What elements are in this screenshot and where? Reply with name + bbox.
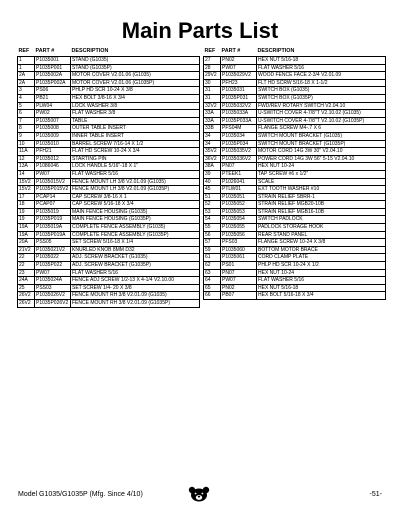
table-row [18, 193, 200, 201]
part-number-cell: PS06 [35, 87, 71, 95]
table-row [204, 155, 386, 163]
ref-cell: 13A [18, 163, 35, 171]
table-row [18, 132, 200, 140]
table-row [18, 110, 200, 118]
table-row [18, 163, 200, 171]
ref-cell: 54 [204, 216, 221, 224]
part-number-cell: PSS03 [35, 284, 71, 292]
table-row [204, 224, 386, 232]
table-row [18, 79, 200, 87]
description-cell: STRAIN RELIEF SBRR-1 [257, 193, 386, 201]
ref-cell: 36V2 [204, 155, 221, 163]
part-number-cell: P1035053 [221, 208, 257, 216]
ref-cell: 62 [204, 262, 221, 270]
description-cell: FLAT WASHER 5/16 [71, 269, 200, 277]
table-row [204, 125, 386, 133]
table-row [18, 284, 200, 292]
description-cell: INNER TABLE INSERT [71, 132, 200, 140]
table-row [204, 208, 386, 216]
description-header: DESCRIPTION [257, 47, 386, 57]
description-cell: SET SCREW 1/4- 20 X 3/8 [71, 284, 200, 292]
part-number-cell: P1035007 [35, 117, 71, 125]
ref-cell: 19 [18, 216, 35, 224]
part-number-cell: PW07 [221, 277, 257, 285]
description-cell: FLANGE SCREW 10-24 X 3/8 [257, 239, 386, 247]
table-row [18, 239, 200, 247]
ref-cell: 7 [18, 117, 35, 125]
ref-cell: 10 [18, 140, 35, 148]
table-row [18, 269, 200, 277]
ref-cell: 61 [204, 254, 221, 262]
description-cell: FLAT WASHER 5/16 [71, 170, 200, 178]
table-row [18, 125, 200, 133]
ref-cell: 12 [18, 155, 35, 163]
description-cell: MOTOR CORD 14G 3W 30" V2.04.10 [257, 148, 386, 156]
description-cell: MOTOR COVER V2.01.06 (G1035P) [71, 79, 200, 87]
ref-cell: 63 [204, 269, 221, 277]
description-cell: FENCE MOUNT LH 3/8 V2.01.09 (G1035) [71, 178, 200, 186]
table-row [204, 148, 386, 156]
description-cell: SWITCH MOUNT BRACKET (G1035P) [257, 140, 386, 148]
ref-cell: 45 [204, 186, 221, 194]
description-cell: STRAIN RELIEF MGB20-10B [257, 201, 386, 209]
part-header: PART # [35, 47, 71, 57]
description-cell: HEX BOLT 5/16-18 X 3/4 [257, 292, 386, 300]
table-row [18, 201, 200, 209]
table-row [204, 254, 386, 262]
ref-cell: 28 [204, 64, 221, 72]
part-number-cell: P1035054 [221, 216, 257, 224]
table-row [204, 79, 386, 87]
description-cell: FLT HD SCRW 5/16-18 X 1-1/2 [257, 79, 386, 87]
ref-cell: 39 [204, 170, 221, 178]
description-cell: STRAIN RELIEF MGB16-10B [257, 208, 386, 216]
table-row [18, 224, 200, 232]
parts-table-right-body [204, 57, 386, 300]
description-cell: HEX NUT 5/16-18 [257, 284, 386, 292]
description-cell: EXT TOOTH WASHER #10 [257, 186, 386, 194]
ref-cell: 31 [204, 87, 221, 95]
description-cell: OUTER TABLE INSERT [71, 125, 200, 133]
table-row [204, 193, 386, 201]
part-number-cell: P1035P019A [35, 231, 71, 239]
part-number-cell: P1035015V2 [35, 178, 71, 186]
part-number-cell: PCAP07 [35, 201, 71, 209]
ref-cell: 26V2 [18, 300, 35, 308]
description-cell: SWITCH BOX (G1035) [257, 87, 386, 95]
part-number-cell: PW02 [35, 110, 71, 118]
description-cell: STAND (G1035P) [71, 64, 200, 72]
ref-cell: 18 [18, 201, 35, 209]
ref-cell: 14 [18, 170, 35, 178]
part-number-cell: PFH23 [221, 79, 257, 87]
table-row [204, 292, 386, 300]
ref-cell: 8 [18, 125, 35, 133]
part-number-cell: P1035052 [221, 201, 257, 209]
description-cell: ADJ. SCREW BRACKET (G1035) [71, 254, 200, 262]
description-cell: SET SCREW 5/16-18 X 1/4 [71, 239, 200, 247]
part-number-cell: P1035035V2 [221, 148, 257, 156]
ref-cell: 23 [18, 269, 35, 277]
part-number-cell: P1035008 [35, 125, 71, 133]
part-number-cell: P1035036V2 [221, 155, 257, 163]
description-cell: TABLE [71, 117, 200, 125]
ref-cell: 22 [18, 262, 35, 270]
part-number-cell: PN07 [221, 269, 257, 277]
ref-cell: 19 [18, 208, 35, 216]
part-number-cell: P1035051 [221, 193, 257, 201]
description-cell: POWER CORD 14G 3W 56" 5-15 V2.04.10 [257, 155, 386, 163]
ref-cell: 17 [18, 193, 35, 201]
part-number-cell: P1035031 [221, 87, 257, 95]
table-row [18, 208, 200, 216]
table-row [18, 246, 200, 254]
description-cell: MOTOR COVER V2.01.06 (G1035) [71, 72, 200, 80]
ref-cell: 15V2 [18, 178, 35, 186]
part-number-cell: P1035029V2 [221, 72, 257, 80]
description-cell: MAIN FENCE HOUSING (G1035P) [71, 216, 200, 224]
part-number-cell: P1035055 [221, 224, 257, 232]
table-row [18, 102, 200, 110]
description-cell: HEX NUT 5/16-18 [257, 57, 386, 65]
ref-cell: 27 [204, 57, 221, 65]
part-number-cell: P1035P015V2 [35, 186, 71, 194]
table-row [204, 72, 386, 80]
ref-cell: 64 [204, 277, 221, 285]
part-number-cell: PB21 [35, 94, 71, 102]
part-number-cell: P1035P001 [35, 64, 71, 72]
description-cell: SWITCH BOX (G1035P) [257, 94, 386, 102]
description-cell: LOCK WASHER 3/8 [71, 102, 200, 110]
table-row [204, 132, 386, 140]
part-number-cell: PTEEK1 [221, 170, 257, 178]
description-cell: U-SWITCH COVER 4-7/8"T V2.10.02 (G1035) [257, 110, 386, 118]
part-number-cell: P1035060 [221, 246, 257, 254]
ref-cell: 1 [18, 57, 35, 65]
ref-header: REF [204, 47, 221, 57]
description-cell: FWD/REV ROTARY SWITCH V2.04.10 [257, 102, 386, 110]
table-row [18, 277, 200, 285]
table-row [18, 57, 200, 65]
description-cell: REAR STAND PANEL [257, 231, 386, 239]
table-row [18, 216, 200, 224]
description-cell: PHLP HD SCR 10-24 X 3/8 [71, 87, 200, 95]
table-row [18, 178, 200, 186]
description-cell: PHLP HD SCR 10-24 X 1/2 [257, 262, 386, 270]
ref-cell: 53 [204, 208, 221, 216]
table-row [204, 140, 386, 148]
ref-cell: 4 [18, 94, 35, 102]
table-row [18, 170, 200, 178]
part-number-cell: PSS05 [35, 239, 71, 247]
description-cell: CAP SCREW 3/8-16 X 1 [71, 193, 200, 201]
description-cell: STAND (G1035) [71, 57, 200, 65]
part-number-cell: P1035026V2 [35, 292, 71, 300]
ref-cell: 25 [18, 284, 35, 292]
table-row [204, 87, 386, 95]
part-number-cell: P1035009 [35, 132, 71, 140]
ref-cell: 24A [18, 277, 35, 285]
part-number-cell: PFS04M [221, 125, 257, 133]
part-number-cell: P1026041 [221, 178, 257, 186]
table-row [18, 254, 200, 262]
part-number-cell: P1035022 [35, 254, 71, 262]
ref-cell: 31 [204, 94, 221, 102]
description-cell: STARTING PIN [71, 155, 200, 163]
part-number-cell: P1035021V2 [35, 246, 71, 254]
description-cell: BOTTOM MOTOR BRACE [257, 246, 386, 254]
description-cell: U-SWITCH COVER 4-7/8"T V2.10.02 (G1035P) [257, 117, 386, 125]
table-row [204, 277, 386, 285]
ref-cell: 55 [204, 224, 221, 232]
table-row [204, 94, 386, 102]
table-row [204, 231, 386, 239]
part-number-cell: P1035002A [35, 72, 71, 80]
part-header: PART # [221, 47, 257, 57]
page-title: Main Parts List [121, 18, 279, 43]
ref-cell: 40 [204, 178, 221, 186]
part-number-cell: PW07 [35, 269, 71, 277]
ref-cell: 30 [204, 79, 221, 87]
parts-table-left-body [18, 57, 200, 308]
part-number-cell: P1035P033A [221, 117, 257, 125]
description-cell: WOOD FENCE FACE 2-3/4 V2.01.09 [257, 72, 386, 80]
part-number-cell: P1035P019 [35, 216, 71, 224]
description-cell: COMPLETE FENCE ASSEMBLY (G1035) [71, 224, 200, 232]
part-number-cell: PN02 [221, 284, 257, 292]
part-number-cell: P1086046 [35, 163, 71, 171]
ref-cell: 33A [204, 110, 221, 118]
description-cell: MAIN FENCE HOUSING (G1035) [71, 208, 200, 216]
part-number-cell: P1035P022 [35, 262, 71, 270]
part-number-cell: P1035056 [221, 231, 257, 239]
description-cell: HEX NUT 10-24 [257, 163, 386, 171]
part-number-cell: PB07 [221, 292, 257, 300]
part-number-cell: PN07 [221, 163, 257, 171]
description-cell: FLANGE SCREW M4-.7 X 6 [257, 125, 386, 133]
ref-cell: 2A [18, 72, 35, 80]
table-row [204, 262, 386, 270]
description-cell: SCALE [257, 178, 386, 186]
part-number-cell: P1035010 [35, 140, 71, 148]
parts-table-left [17, 47, 200, 308]
description-cell: ADJ. SCREW BRACKET (G1035P) [71, 262, 200, 270]
ref-cell: 34 [204, 132, 221, 140]
table-row [18, 292, 200, 300]
ref-cell: 35V2 [204, 148, 221, 156]
part-number-cell: PW07 [35, 170, 71, 178]
bear-head-logo-icon [188, 486, 210, 502]
ref-cell: 19A [18, 224, 35, 232]
table-row [204, 178, 386, 186]
table-row [204, 110, 386, 118]
part-number-cell: PW07 [221, 64, 257, 72]
description-cell: COMPLETE FENCE ASSEMBLY (G1035P) [71, 231, 200, 239]
table-row [204, 284, 386, 292]
table-row [18, 94, 200, 102]
description-cell: CAP SCREW 5/16-18 X 3/4 [71, 201, 200, 209]
table-row [204, 239, 386, 247]
ref-cell: 11A [18, 148, 35, 156]
part-number-cell: PS01 [221, 262, 257, 270]
table-row [18, 140, 200, 148]
description-cell: KNURLED KNOB 8MM D32 [71, 246, 200, 254]
table-row [204, 216, 386, 224]
table-row [18, 231, 200, 239]
ref-cell: 57 [204, 239, 221, 247]
table-header-row [204, 47, 386, 57]
ref-cell: 33B [204, 125, 221, 133]
ref-cell: 20A [18, 239, 35, 247]
table-row [204, 186, 386, 194]
part-number-cell: P1035024A [35, 277, 71, 285]
part-number-cell: P1035001 [35, 57, 71, 65]
table-row [204, 269, 386, 277]
description-cell: HEX BOLT 3/8-16 X 3/4 [71, 94, 200, 102]
description-cell: FENCE MOUNT RH 3/8 V2.01.09 (G1035P) [71, 300, 200, 308]
part-number-cell: P1035P034 [221, 140, 257, 148]
ref-cell: 66 [204, 292, 221, 300]
ref-cell: 15V2 [18, 186, 35, 194]
page-number: -51- [369, 491, 382, 498]
description-cell: FENCE MOUNT LH 3/8 V2.01.09 (G1035P) [71, 186, 200, 194]
ref-cell: 34 [204, 140, 221, 148]
table-row [204, 102, 386, 110]
ref-cell: 19A [18, 231, 35, 239]
description-cell: HEX NUT 10-24 [257, 269, 386, 277]
table-row [18, 117, 200, 125]
description-cell: FLAT WASHER 5/16 [257, 277, 386, 285]
table-row [204, 163, 386, 171]
description-cell: FENCE MOUNT RH 3/8 V2.01.09 (G1035) [71, 292, 200, 300]
description-cell: FLAT WASHER 3/8 [71, 110, 200, 118]
part-number-cell: P1035P031 [221, 94, 257, 102]
description-cell: FLAT WASHER 5/16 [257, 64, 386, 72]
table-row [18, 72, 200, 80]
ref-cell: 21V2 [18, 246, 35, 254]
table-row [18, 262, 200, 270]
part-number-cell: P1035033A [221, 110, 257, 118]
description-cell: TAP SCREW #6 x 1/2" [257, 170, 386, 178]
part-number-cell: P1035061 [221, 254, 257, 262]
part-number-cell: P1035034 [221, 132, 257, 140]
table-row [18, 148, 200, 156]
ref-cell: 1 [18, 64, 35, 72]
table-row [204, 64, 386, 72]
ref-header: REF [18, 47, 35, 57]
part-number-cell: PFH21 [35, 148, 71, 156]
table-row [204, 57, 386, 65]
part-number-cell: P1035032V2 [221, 102, 257, 110]
table-header-row [18, 47, 200, 57]
table-row [204, 117, 386, 125]
ref-cell: 9 [18, 132, 35, 140]
description-cell: PADLOCK STORAGE HOOK [257, 224, 386, 232]
ref-cell: 59 [204, 246, 221, 254]
ref-cell: 26V2 [18, 292, 35, 300]
ref-cell: 6 [18, 110, 35, 118]
description-header: DESCRIPTION [71, 47, 200, 57]
description-cell: SWITCH MOUNT BRACKET (G1035) [257, 132, 386, 140]
table-row [204, 170, 386, 178]
description-cell: LOCK HANDLE 5/16"-18 X 1" [71, 163, 200, 171]
table-row [18, 155, 200, 163]
ref-cell: 33A [204, 117, 221, 125]
description-cell: BARREL SCREW 7/16-14 X 1/2 [71, 140, 200, 148]
parts-table-right [203, 47, 386, 300]
ref-cell: 51 [204, 193, 221, 201]
part-number-cell: PTLW01 [221, 186, 257, 194]
part-number-cell: PLW04 [35, 102, 71, 110]
part-number-cell: P1035019 [35, 208, 71, 216]
part-number-cell: PCAP14 [35, 193, 71, 201]
table-row [204, 201, 386, 209]
part-number-cell: P1035P002A [35, 79, 71, 87]
ref-cell: 5 [18, 102, 35, 110]
part-number-cell: PN02 [221, 57, 257, 65]
table-row [18, 87, 200, 95]
ref-cell: 3 [18, 87, 35, 95]
part-number-cell: P1035012 [35, 155, 71, 163]
table-row [18, 64, 200, 72]
table-row [18, 186, 200, 194]
ref-cell: 32V2 [204, 102, 221, 110]
description-cell: FLAT HD SCREW 10-24 X 3/4 [71, 148, 200, 156]
part-number-cell: PFS03 [221, 239, 257, 247]
ref-cell: 29V2 [204, 72, 221, 80]
footer-model: Model G1035/G1035P (Mfg. Since 4/10) [18, 491, 143, 498]
table-row [18, 300, 200, 308]
ref-cell: 38A [204, 163, 221, 171]
ref-cell: 65 [204, 284, 221, 292]
table-row [204, 246, 386, 254]
part-number-cell: P1035019A [35, 224, 71, 232]
ref-cell: 22 [18, 254, 35, 262]
description-cell: FENCE ADJ SCREW 1/2-13 X 4-1/4 V2.10.00 [71, 277, 200, 285]
ref-cell: 56 [204, 231, 221, 239]
ref-cell: 52 [204, 201, 221, 209]
ref-cell: 2A [18, 79, 35, 87]
description-cell: CORD CLAMP PLATE [257, 254, 386, 262]
description-cell: SWITCH PADLOCK [257, 216, 386, 224]
part-number-cell: P1035P026V2 [35, 300, 71, 308]
